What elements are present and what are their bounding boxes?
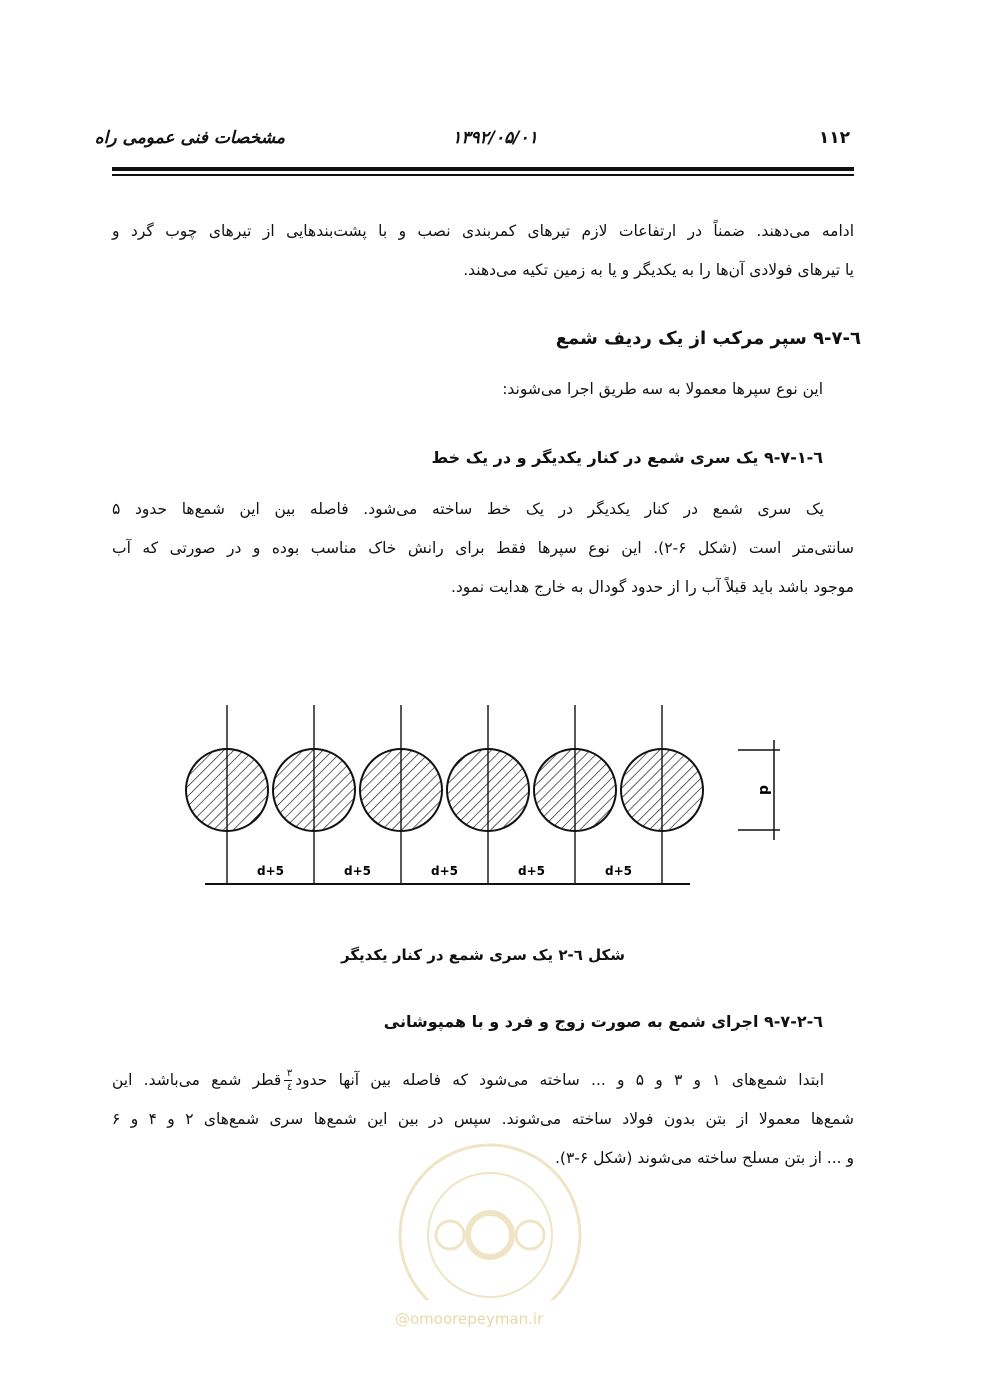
spacing-label-1: d+5 (257, 864, 284, 878)
sub2-line-1 (112, 1061, 854, 1100)
figure-caption: شکل ٦-۲ یک سری شمع در کنار یکدیگر (340, 946, 625, 964)
sub1-line-2: سانتی‌متر است (شکل ۶-۲). این نوع سپرها فقط برای رانش خاک مناسب بوده و در صورتی که آب (112, 539, 854, 557)
sub2-line-1-before: ابتدا شمع‌های ۱ و ۳ و ۵ و ... ساخته می‌شود که فاصله بین آنها حدود (295, 1071, 825, 1089)
subsection-1-paragraph (112, 490, 854, 607)
sub2-line-3: و ... از بتن مسلح ساخته می‌شوند (شکل ۶-۳). (554, 1149, 854, 1167)
spacing-labels-group (257, 864, 632, 878)
sub2-line-2: شمع‌ها معمولا از بتن بدون فولاد ساخته می‌شوند. سپس در بین این شمع‌ها سری شمع‌های ۲ و ۴ و ۶ (112, 1110, 854, 1128)
intro-paragraph (112, 212, 854, 290)
fraction-denominator: ٤ (286, 1082, 293, 1093)
section-heading: ٦-۹-۷ سپر مرکب از یک ردیف شمع (555, 328, 861, 349)
fraction-numerator: ۳ (286, 1068, 293, 1079)
pile-row-figure (150, 695, 810, 900)
watermark-text: @omoorepeyman.ir (395, 1310, 544, 1328)
header-title: مشخصات فنی عمومی راه (94, 128, 285, 148)
header-rule-thin (112, 174, 854, 176)
three-quarters-fraction (284, 1068, 292, 1093)
sub1-line-3: موجود باشد باید قبلاً آب را از حدود گودال به خارج هدایت نمود. (450, 578, 854, 596)
spacing-label-3: d+5 (431, 864, 458, 878)
intro-line-1: ادامه می‌دهند. ضمناً در ارتفاعات لازم تیرهای کمربندی نصب و با پشت‌بندهایی از تیرهای چوب گرد و (112, 222, 854, 240)
page-number: ۱۱۲ (818, 128, 850, 148)
watermark-logo (385, 1140, 595, 1300)
subsection-1-heading: ٦-۹-۷-۱ یک سری شمع در کنار یکدیگر و در یک خط (431, 448, 823, 467)
intro-line-2: یا تیرهای فولادی آن‌ها را به یکدیگر و یا به زمین تکیه می‌دهند. (463, 261, 854, 279)
spacing-label-2: d+5 (344, 864, 371, 878)
section-lead: این نوع سپرها معمولا به سه طریق اجرا می‌شوند: (502, 380, 823, 398)
spacing-label-5: d+5 (605, 864, 632, 878)
header-date: ۱۳۹۲/۰۵/۰۱ (452, 128, 538, 148)
subsection-2-heading: ٦-۹-۷-۲ اجرای شمع به صورت زوج و فرد و با همپوشانی (383, 1012, 823, 1031)
piles-group (186, 705, 703, 884)
header-rule-thick (112, 167, 854, 171)
spacing-label-4: d+5 (518, 864, 545, 878)
sub1-line-1: یک سری شمع در کنار یکدیگر در یک خط ساخته می‌شود. فاصله بین این شمع‌ها حدود ۵ (112, 500, 824, 518)
sub2-line-1-after: قطر شمع می‌باشد. این (112, 1071, 282, 1089)
diameter-label: d (756, 784, 772, 796)
